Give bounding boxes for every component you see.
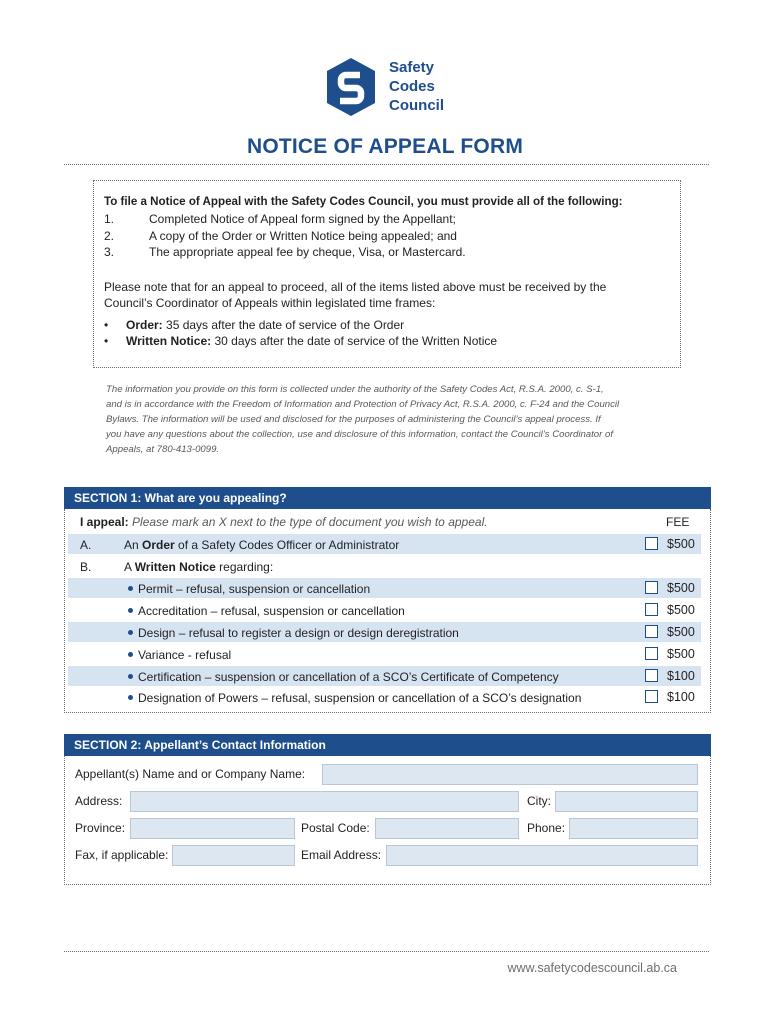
item-accreditation-fee: $500	[667, 603, 695, 617]
name-field[interactable]	[322, 764, 698, 785]
item-design	[128, 626, 459, 640]
postal-code-field[interactable]	[375, 818, 519, 839]
item-permit	[128, 582, 370, 596]
instructions-num-1: 1.	[104, 212, 115, 226]
row-b-written-notice: Written Notice	[134, 560, 216, 574]
row-a-label	[124, 538, 399, 552]
row-a-order: Order	[142, 538, 175, 552]
item-accreditation-text: Accreditation – refusal, suspension or cancellation	[138, 604, 405, 618]
instructions-note-line2: Council’s Coordinator of Appeals within legislated time frames:	[104, 296, 436, 310]
item-variance-text: Variance - refusal	[138, 648, 232, 662]
email-field[interactable]	[386, 845, 698, 866]
variance-checkbox[interactable]	[645, 647, 658, 660]
instructions-num-2: 2.	[104, 229, 115, 243]
section2-header: SECTION 2: Appellant’s Contact Information	[64, 734, 711, 756]
privacy-notice	[106, 382, 666, 457]
phone-label: Phone:	[527, 821, 566, 835]
instructions-item-1: Completed Notice of Appeal form signed by the Appellant;	[149, 212, 456, 226]
row-a-fee: $500	[667, 537, 695, 551]
item-accreditation	[128, 604, 405, 618]
row-a-letter: A.	[80, 538, 92, 552]
item-permit-text: Permit – refusal, suspension or cancellation	[138, 582, 371, 596]
bullet-dot: •	[104, 318, 109, 332]
deadline-order-text: 35 days after the date of service of the Order	[162, 318, 405, 332]
logo-text-council: Council	[389, 97, 444, 114]
item-design-text: Design – refusal to register a design or design deregistration	[138, 626, 459, 640]
item-designation	[128, 691, 581, 705]
item-designation-fee: $100	[667, 690, 695, 704]
accreditation-checkbox[interactable]	[645, 603, 658, 616]
instructions-note-line1: Please note that for an appeal to proceed, all of the items listed above must be received by the	[104, 280, 607, 294]
city-field[interactable]	[555, 791, 698, 812]
design-checkbox[interactable]	[645, 625, 658, 638]
logo-text-codes: Codes	[389, 78, 435, 95]
address-label: Address:	[75, 794, 123, 808]
row-b-pre: A	[124, 560, 135, 574]
footer-divider	[64, 951, 709, 952]
order-checkbox[interactable]	[645, 537, 658, 550]
row-a-pre: An	[124, 538, 143, 552]
email-label: Email Address:	[301, 848, 382, 862]
instructions-heading: To file a Notice of Appeal with the Safety Codes Council, you must provide all of the following:	[104, 195, 623, 208]
appeal-instruction	[80, 515, 488, 529]
deadline-written-notice-label: Written Notice:	[126, 334, 212, 348]
province-field[interactable]	[130, 818, 295, 839]
permit-checkbox[interactable]	[645, 581, 658, 594]
logo-mark-icon	[324, 56, 378, 118]
instructions-item-3: The appropriate appeal fee by cheque, Visa, or Mastercard.	[149, 245, 466, 259]
row-b-letter: B.	[80, 560, 92, 574]
row-b-post: regarding:	[215, 560, 274, 574]
phone-field[interactable]	[569, 818, 698, 839]
bullet-dot	[128, 652, 133, 657]
appeal-instruction-text: Please mark an X next to the type of document you wish to appeal.	[128, 515, 488, 529]
bullet-dot	[128, 695, 133, 700]
privacy-line-4: you have any questions about the collection, use and disclosure of this information, contact the Council’s Coordinator of	[106, 429, 613, 440]
logo-text-safety: Safety	[389, 59, 435, 76]
fax-field[interactable]	[172, 845, 295, 866]
designation-checkbox[interactable]	[645, 690, 658, 703]
address-field[interactable]	[130, 791, 519, 812]
privacy-line-3: Bylaws. The information will be used and disclosed for the purposes of administering the Council’s appeal process. If	[106, 414, 601, 425]
bullet-dot	[128, 630, 133, 635]
row-a-post: of a Safety Codes Officer or Administrator	[174, 538, 400, 552]
appeal-label: I appeal:	[80, 515, 129, 529]
title-divider	[64, 164, 709, 165]
bullet-dot	[128, 674, 133, 679]
fee-column-header: FEE	[666, 515, 690, 529]
item-designation-text: Designation of Powers – refusal, suspension or cancellation of a SCO’s designation	[138, 691, 582, 705]
bullet-dot: •	[104, 334, 109, 348]
privacy-line-1: The information you provide on this form is collected under the authority of the Safety Codes Act, R.S.A. 2000, c. S-1,	[106, 384, 604, 395]
item-variance-fee: $500	[667, 647, 695, 661]
item-permit-fee: $500	[667, 581, 695, 595]
bullet-dot	[128, 608, 133, 613]
deadline-bullet-order	[104, 317, 404, 333]
certification-checkbox[interactable]	[645, 669, 658, 682]
deadline-bullet-written-notice	[104, 333, 497, 349]
bullet-dot	[128, 586, 133, 591]
item-variance	[128, 648, 231, 662]
item-certification-text: Certification – suspension or cancellation of a SCO’s Certificate of Competency	[138, 670, 559, 684]
instructions-item-2: A copy of the Order or Written Notice being appealed; and	[149, 229, 457, 243]
page-title: NOTICE OF APPEAL FORM	[246, 135, 524, 158]
section1-header: SECTION 1: What are you appealing?	[64, 487, 711, 509]
row-b-label	[124, 560, 273, 574]
privacy-line-5: Appeals, at 780-413-0099.	[106, 444, 220, 455]
name-label: Appellant(s) Name and or Company Name:	[75, 767, 306, 781]
postal-code-label: Postal Code:	[301, 821, 370, 835]
privacy-line-2: and is in accordance with the Freedom of Information and Protection of Privacy Act, R.S.A. 2000, c. F-24 and the Council	[106, 399, 620, 410]
item-certification	[128, 670, 559, 684]
province-label: Province:	[75, 821, 126, 835]
fax-label: Fax, if applicable:	[75, 848, 169, 862]
item-certification-fee: $100	[667, 669, 695, 683]
deadline-order-label: Order:	[126, 318, 163, 332]
instructions-num-3: 3.	[104, 245, 115, 259]
deadline-written-notice-text: 30 days after the date of service of the Written Notice	[211, 334, 498, 348]
item-design-fee: $500	[667, 625, 695, 639]
city-label: City:	[527, 794, 551, 808]
website-link[interactable]: www.safetycodescouncil.ab.ca	[507, 961, 677, 975]
